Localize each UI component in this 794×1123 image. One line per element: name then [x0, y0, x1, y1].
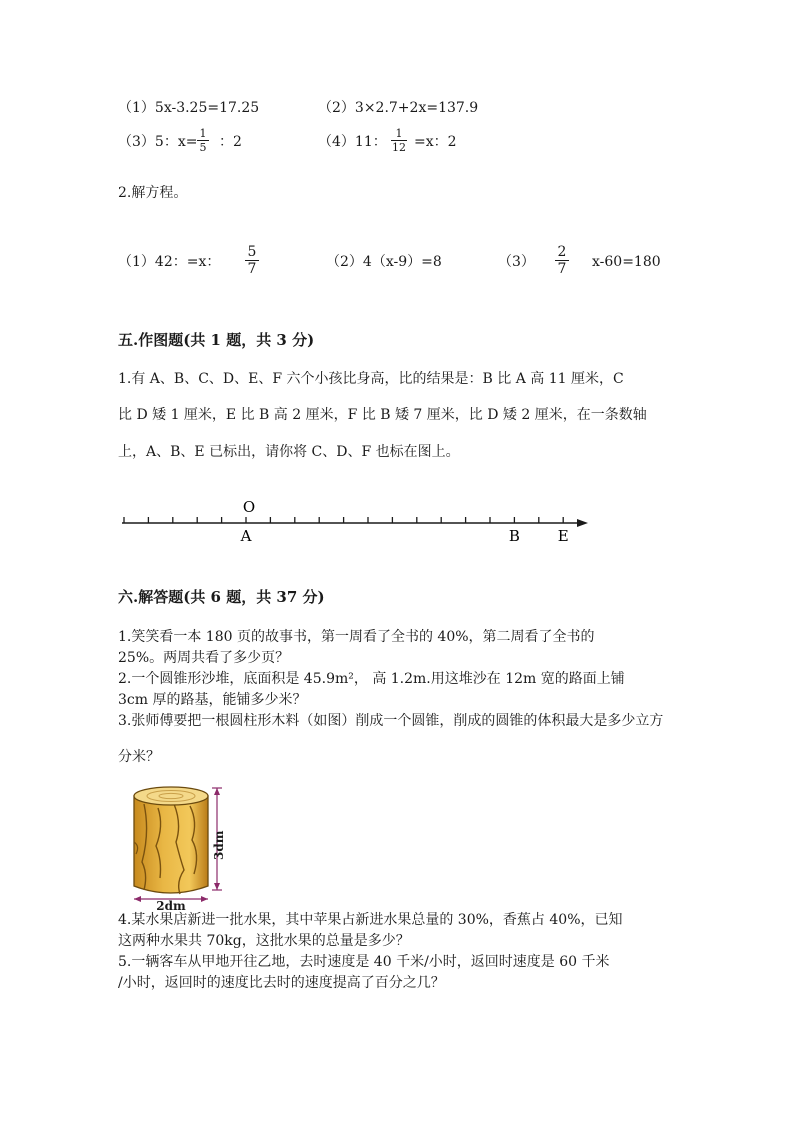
fraction-denominator: 12	[392, 141, 406, 154]
number-line-label-e: E	[557, 527, 569, 545]
number-line-arrow	[577, 519, 588, 527]
equation-3-suffix: ：2	[219, 134, 242, 150]
height-label: 3dm	[212, 830, 226, 860]
section-5-question-1-line-2: 比 D 矮 1 厘米，E 比 B 高 2 厘米，F 比 B 矮 7 厘米，比 D 矮 2 厘米，在一条数轴	[118, 407, 647, 423]
section-6-question-2-line-1: 2.一个圆锥形沙堆，底面积是 45.9m²， 高 1.2m.用这堆沙在 12m 宽的路面上铺	[118, 671, 625, 687]
fraction-numerator: 5	[247, 244, 257, 260]
q2-equation-1-fraction	[245, 245, 259, 276]
number-line-ticks	[124, 517, 563, 523]
section-6-question-5-line-1: 5.一辆客车从甲地开往乙地，去时速度是 40 千米/小时，返回时速度是 60 千米	[118, 954, 610, 970]
q2-equation-2: （2）4（x-9）=8	[326, 254, 442, 270]
number-line	[118, 496, 598, 548]
number-line-label-b: B	[508, 527, 520, 545]
section-6-question-1-line-2: 25%。两周共看了多少页？	[118, 650, 290, 666]
log-body	[134, 796, 208, 894]
section-6-heading: 六.解答题(共 6 题，共 37 分)	[118, 588, 325, 606]
section-6-question-1-line-1: 1.笑笑看一本 180 页的故事书，第一周看了全书的 40%，第二周看了全书的	[118, 629, 595, 645]
section-6-question-4-line-1: 4.某水果店新进一批水果，其中苹果占新进水果总量的 30%，香蕉占 40%，已知	[118, 912, 623, 928]
q2-equation-3-prefix: （3）	[498, 254, 535, 270]
equation-3-fraction	[197, 128, 209, 153]
equation-1: （1）5x-3.25=17.25	[118, 100, 260, 116]
section-6-question-4-line-2: 这两种水果共 70kg，这批水果的总量是多少？	[118, 933, 410, 949]
equation-3-prefix: （3）5：x=	[118, 134, 198, 150]
section-5-question-1-line-3: 上，A、B、E 已标出，请你将 C、D、F 也标在图上。	[118, 444, 460, 460]
fraction-denominator: 7	[557, 261, 567, 277]
log-top-face	[134, 787, 208, 805]
number-line-label-a: A	[240, 527, 252, 545]
equation-2: （2）3×2.7+2x=137.9	[318, 100, 479, 116]
equation-4-fraction	[391, 128, 407, 153]
fraction-numerator: 1	[395, 127, 403, 140]
section-5-question-1-line-1: 1.有 A、B、C、D、E、F 六个小孩比身高，比的结果是：B 比 A 高 11 厘米，C	[118, 371, 624, 387]
fraction-numerator: 1	[199, 127, 207, 140]
section-6-question-3-line-1: 3.张师傅要把一根圆柱形木料（如图）削成一个圆锥，削成的圆锥的体积最大是多少立方	[118, 713, 664, 729]
section-6-question-2-line-2: 3cm 厚的路基，能铺多少米？	[118, 692, 307, 708]
origin-label: O	[242, 498, 256, 516]
q2-equation-3-fraction	[555, 245, 569, 276]
width-label: 2dm	[156, 899, 186, 910]
fraction-numerator: 2	[557, 244, 567, 260]
equation-4-suffix: =x：2	[414, 134, 457, 150]
number-line-labels	[240, 527, 569, 545]
equation-4-prefix: （4）11：	[318, 134, 387, 150]
fraction-denominator: 5	[199, 141, 207, 154]
cylinder-log-illustration	[124, 782, 236, 910]
section-6-question-5-line-2: /小时，返回时的速度比去时的速度提高了百分之几？	[118, 975, 445, 991]
q2-equation-3-suffix: x-60=180	[592, 254, 661, 270]
section-5-heading: 五.作图题(共 1 题，共 3 分)	[118, 331, 315, 349]
fraction-denominator: 7	[247, 261, 257, 277]
question-2-title: 2.解方程。	[118, 185, 188, 201]
q2-equation-1-prefix: （1）42：=x：	[118, 254, 221, 270]
section-6-question-3-line-2: 分米？	[118, 749, 160, 765]
